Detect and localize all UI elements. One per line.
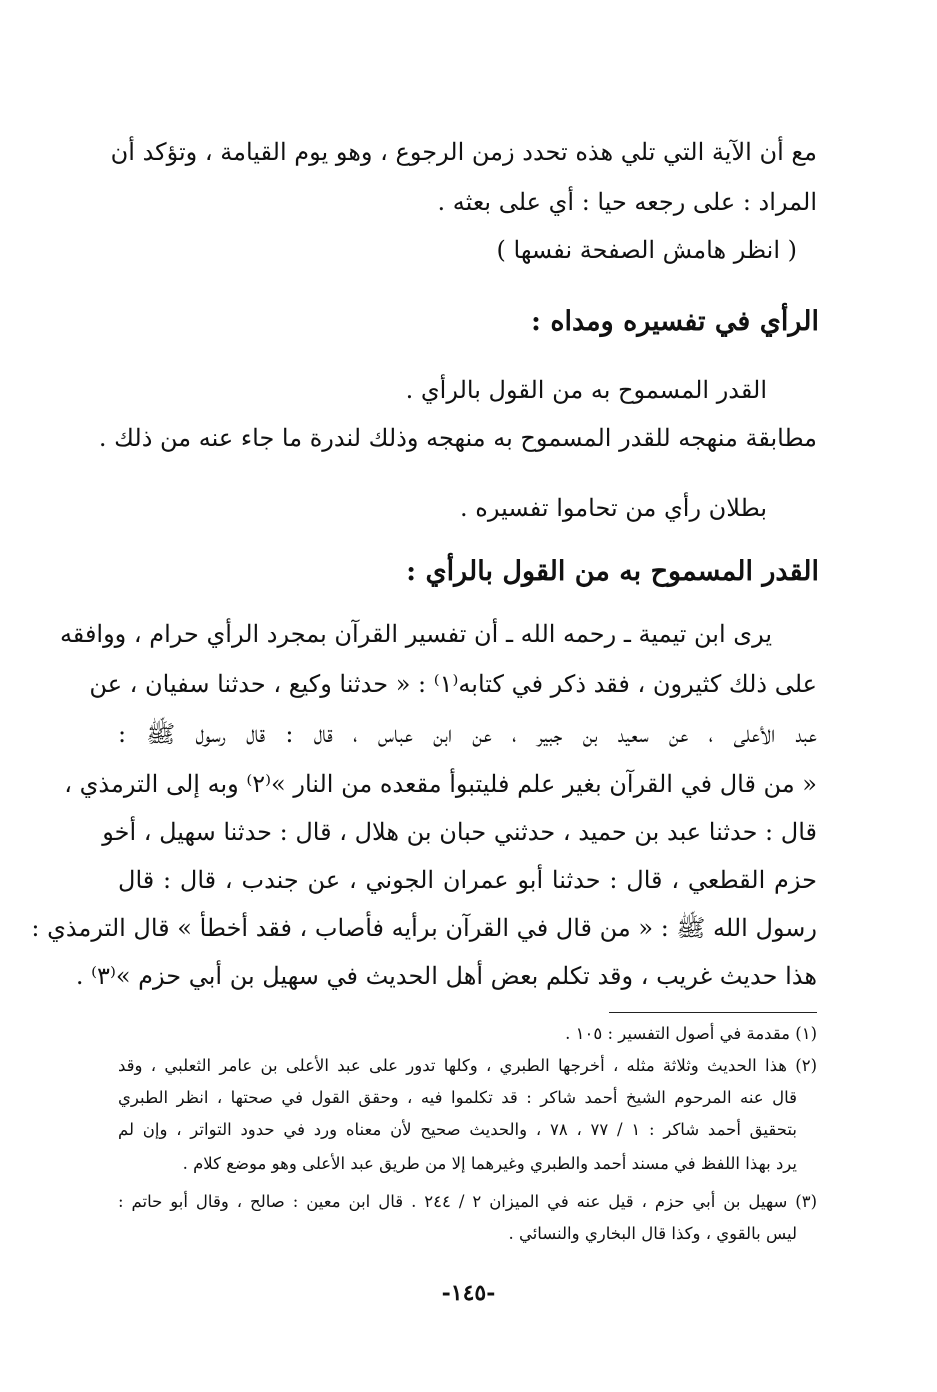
body-line: حزم القطعي ، قال : حدثنا أبو عمران الجوني ، عن جندب ، قال : قال xyxy=(118,866,817,894)
footnote: (٣) سهيل بن أبي حزم ، قيل عنه في الميزان ٢ / ٢٤٤ . قال ابن معين : صالح ، وقال أبو حاتم : xyxy=(118,1192,817,1211)
footnote: (٢) هذا الحديث وثلاثة مثله ، أخرجها الطبري ، وكلها تدور على عبد الأعلى بن عامر الثعلبي ، وقد xyxy=(118,1056,817,1075)
body-line: رسول الله ﷺ : « من قال في القرآن برأيه فأصاب ، فقد أخطأ » قال الترمذي : xyxy=(31,914,817,942)
footnote-continuation: ليس بالقوي ، وكذا قال البخاري والنسائي . xyxy=(508,1224,797,1243)
footnote-separator xyxy=(609,1012,817,1013)
intro-line: مع أن الآية التي تلي هذه تحدد زمن الرجوع ، وهو يوم القيامة ، وتؤكد أن xyxy=(110,138,817,166)
body-line: « من قال في القرآن بغير علم فليتبوأ مقعده من النار »⁽٢⁾ وبه إلى الترمذي ، xyxy=(64,770,817,798)
body-line: عبد الأعلى ، عن سعيد بن جبير ، عن ابن عباس ، قال : قال رسول ﷺ : xyxy=(118,720,817,748)
footnote-continuation: بتحقيق أحمد شاكر : ١ / ٧٧ ، ٧٨ ، والحديث صحيح لأن معناه ورد في حدود التواتر ، وإن لم xyxy=(118,1120,797,1139)
footnote-continuation: قال عنه المرحوم الشيخ أحمد شاكر : قد تكلموا فيه ، وحقق القول في صحتها ، انظر الطبري xyxy=(118,1088,797,1107)
section-list-item: القدر المسموح به من القول بالرأي . xyxy=(405,376,767,404)
footnote: (١) مقدمة في أصول التفسير : ١٠٥ . xyxy=(565,1024,817,1043)
intro-line: المراد : على رجعه حيا : أي على بعثه . xyxy=(437,188,817,216)
body-line: على ذلك كثيرون ، فقد ذكر في كتابه⁽١⁾ : « حدثنا وكيع ، حدثنا سفيان ، عن xyxy=(89,670,817,698)
section-heading: الرأي في تفسيره ومداه : xyxy=(530,306,819,337)
intro-reference-note: ( انظر هامش الصفحة نفسها ) xyxy=(496,236,797,264)
page-number: -١٤٥- xyxy=(441,1280,496,1306)
body-line: قال : حدثنا عبد بن حميد ، حدثني حبان بن هلال ، قال : حدثنا سهيل ، أخو xyxy=(102,818,817,846)
body-line: يرى ابن تيمية ـ رحمه الله ـ أن تفسير القرآن بمجرد الرأي حرام ، ووافقه xyxy=(59,620,772,648)
body-line: هذا حديث غريب ، وقد تكلم بعض أهل الحديث في سهيل بن أبي حزم »⁽٣⁾ . xyxy=(75,962,817,990)
section-list-item: مطابقة منهجه للقدر المسموح به منهجه وذلك لندرة ما جاء عنه من ذلك . xyxy=(98,424,817,452)
section-list-item: بطلان رأي من تحاموا تفسيره . xyxy=(460,494,767,522)
footnote-continuation: يرد بهذا اللفظ في مسند أحمد والطبري وغيرهما إلا من طريق عبد الأعلى وهو موضع كلام . xyxy=(182,1154,797,1173)
section-heading: القدر المسموح به من القول بالرأي : xyxy=(406,556,819,587)
